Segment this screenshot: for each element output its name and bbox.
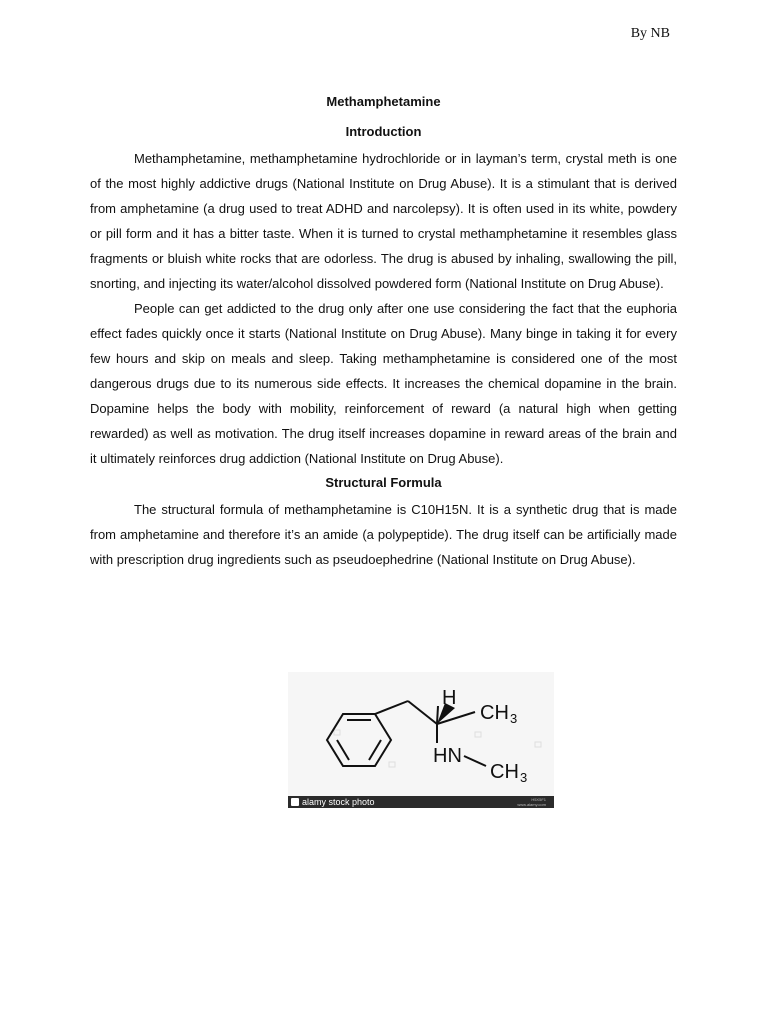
amine-group-label: HN [433, 745, 462, 767]
watermark-image-id: H5X5F1 [531, 797, 546, 802]
methamphetamine-structure-diagram [288, 672, 554, 796]
watermark-brand-text: alamy stock photo [302, 797, 375, 807]
document-title: Methamphetamine [326, 94, 441, 109]
introduction-paragraph: People can get addicted to the drug only after one use considering the fact that the euphoria effect fades quickly once it starts (National Institute on Drug Abuse). Many binge in taking it for every few hours and skip on meals and sleep. Taking methamphetamine is considered one of the most dangerous drugs due to its numerous side effects. It increases the chemical dopamine in the brain. Dopamine helps the body with mobility, reinforcement of reward (a natural high when getting rewarded) as well as motivation. The drug itself increases dopamine in reward areas of the brain and it ultimately reinforces drug addiction (National Institute on Drug Abuse). [90, 301, 677, 466]
document-body [90, 92, 677, 572]
n-methyl-group-label: CH [490, 761, 519, 783]
introduction-heading: Introduction [345, 124, 422, 139]
benzene-ring [327, 714, 391, 766]
methyl-subscript: 3 [510, 711, 518, 726]
introduction-paragraph: Methamphetamine, methamphetamine hydrochloride or in layman’s term, crystal meth is one of the most highly addictive drugs (National Institute on Drug Abuse). It is a stimulant that is derived from amphetamine (a drug used to treat ADHD and narcolepsy). It is often used in its white, powdery or pill form and it has a bitter taste. When it is turned to crystal methamphetamine it resembles glass fragments or bluish white rocks that are odorless. The drug is abused by inhaling, swallowing the pill, snorting, and injecting its water/alcohol dissolved powdered form (National Institute on Drug Abuse). [90, 151, 677, 291]
structural-formula-figure [288, 672, 554, 808]
n-methyl-subscript: 3 [520, 770, 528, 785]
watermark-image-info [517, 797, 546, 807]
methyl-group-label: CH [480, 702, 509, 724]
watermark-site: www.alamy.com [517, 802, 546, 807]
byline: By NB [630, 26, 670, 41]
structural-formula-heading: Structural Formula [325, 475, 442, 490]
stock-photo-watermark-bar [288, 796, 554, 808]
structural-formula-paragraph: The structural formula of methamphetamine is C10H15N. It is a synthetic drug that is made from amphetamine and therefore it’s an amide (a polypeptide). The drug itself can be artificially made with prescription drug ingredients such as pseudoephedrine (National Institute on Drug Abuse). [90, 502, 677, 567]
hydrogen-atom-label: H [442, 687, 457, 709]
carbon-chain [375, 701, 486, 766]
alamy-logo-icon [291, 798, 299, 806]
